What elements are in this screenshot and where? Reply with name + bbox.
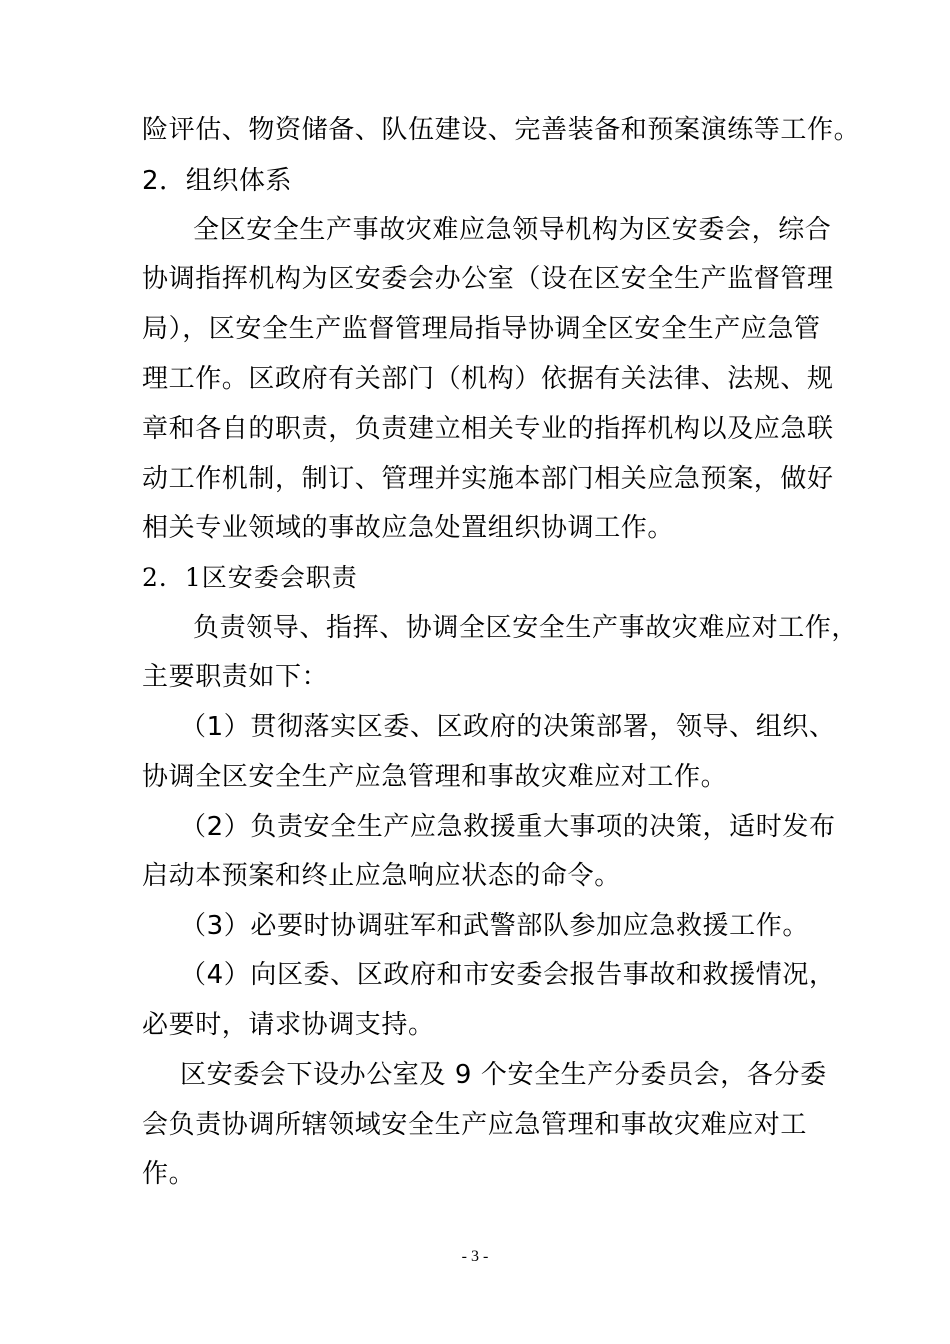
list-item-2-line-1: （2）负责安全生产应急救援重大事项的决策，适时发布	[180, 812, 836, 842]
list-item-1-line-2: 协调全区安全生产应急管理和事故灾难应对工作。	[142, 762, 728, 792]
list-item-4-line-1: （4）向区委、区政府和市安委会报告事故和救援情况，	[180, 960, 836, 990]
list-item-2-line-2: 启动本预案和终止应急响应状态的命令。	[142, 861, 621, 891]
section-heading-2: 2．组织体系	[142, 166, 293, 196]
paragraph-line-11: 负责领导、指挥、协调全区安全生产事故灾难应对工作，	[193, 613, 859, 643]
list-item-1-line-1: （1）贯彻落实区委、区政府的决策部署，领导、组织、	[180, 712, 836, 742]
paragraph-line-12: 主要职责如下：	[142, 662, 329, 692]
section-heading-2-1: 2．1区安委会职责	[142, 563, 358, 592]
paragraph-line-22: 作。	[142, 1159, 196, 1189]
paragraph-line-6: 理工作。区政府有关部门（机构）依据有关法律、法规、规	[142, 364, 834, 394]
paragraph-line-21: 会负责协调所辖领域安全生产应急管理和事故灾难应对工	[142, 1110, 808, 1140]
paragraph-line-20: 区安委会下设办公室及 9 个安全生产分委员会，各分委	[180, 1060, 827, 1090]
list-item-3: （3）必要时协调驻军和武警部队参加应急救援工作。	[180, 911, 809, 941]
paragraph-line-8: 动工作机制，制订、管理并实施本部门相关应急预案，做好	[142, 464, 834, 494]
list-item-4-line-2: 必要时，请求协调支持。	[142, 1010, 435, 1040]
page-number: - 3 -	[461, 1248, 489, 1265]
paragraph-line-1: 险评估、物资储备、队伍建设、完善装备和预案演练等工作。	[142, 115, 861, 145]
paragraph-line-3: 全区安全生产事故灾难应急领导机构为区安委会，综合	[193, 215, 832, 245]
paragraph-line-4: 协调指挥机构为区安委会办公室（设在区安全生产监督管理	[142, 264, 834, 294]
paragraph-line-9: 相关专业领域的事故应急处置组织协调工作。	[142, 513, 675, 543]
paragraph-line-5: 局），区安全生产监督管理局指导协调全区安全生产应急管	[142, 314, 821, 344]
paragraph-line-7: 章和各自的职责，负责建立相关专业的指挥机构以及应急联	[142, 414, 834, 444]
